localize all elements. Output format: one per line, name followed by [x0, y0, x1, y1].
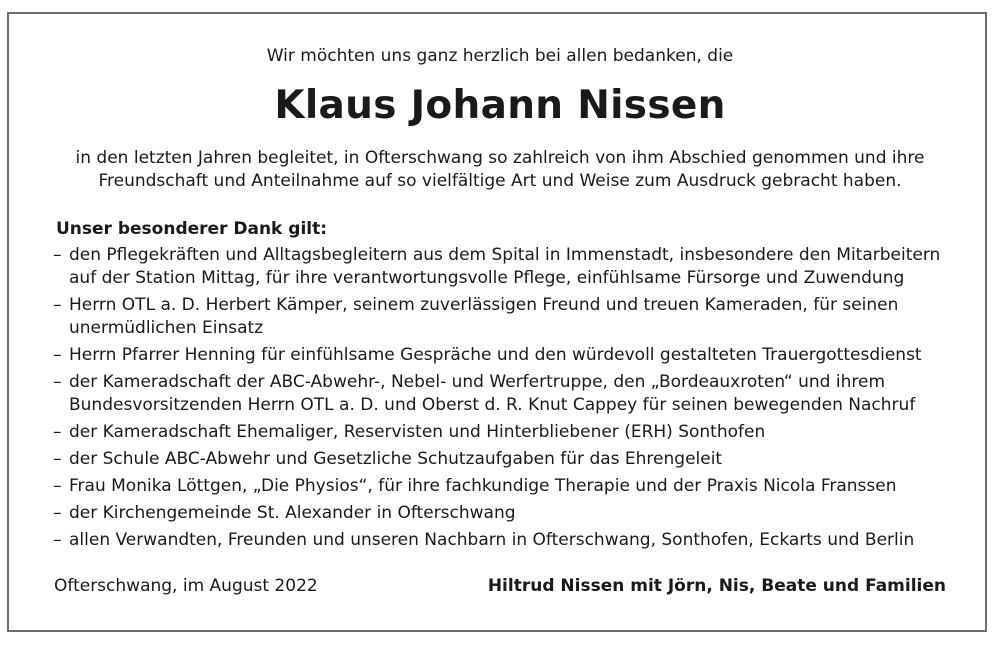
list-item-line: Herrn Pfarrer Henning für einfühlsame Gespräche und den würdevoll gestalteten Trauergottesdienst: [69, 345, 922, 365]
list-item-line: auf der Station Mittag, für ihre verantwortungsvolle Pflege, einfühlsame Fürsorge und Zuwendung: [69, 268, 905, 288]
list-item-line: der Kirchengemeinde St. Alexander in Ofterschwang: [69, 503, 516, 523]
signature: Hiltrud Nissen mit Jörn, Nis, Beate und Familien: [487, 576, 946, 596]
list-item: [51, 502, 971, 525]
dash-bullet: –: [53, 530, 62, 550]
place-and-date: Ofterschwang, im August 2022: [54, 576, 318, 596]
list-item: [51, 294, 971, 340]
list-item-line: unermüdlichen Einsatz: [69, 318, 264, 338]
list-item-line: Bundesvorsitzenden Herrn OTL a. D. und Oberst d. R. Knut Cappey für seinen bewegenden Nachruf: [69, 395, 916, 415]
list-item-line: Herrn OTL a. D. Herbert Kämper, seinem zuverlässigen Freund und treuen Kameraden, für seinen: [69, 295, 899, 315]
list-item-line: der Kameradschaft der ABC-Abwehr-, Nebel- und Werfertruppe, den „Bordeauxroten“ und ihrem: [69, 372, 885, 392]
thanks-heading: Unser besonderer Dank gilt:: [56, 219, 328, 239]
dash-bullet: –: [53, 476, 62, 496]
dash-bullet: –: [53, 295, 62, 315]
list-item-line: Frau Monika Löttgen, „Die Physios“, für ihre fachkundige Therapie und der Praxis Nicola Franssen: [69, 476, 897, 496]
deceased-name: Klaus Johann Nissen: [274, 83, 726, 128]
list-item-line: allen Verwandten, Freunden und unseren Nachbarn in Ofterschwang, Sonthofen, Eckarts und Berlin: [69, 530, 915, 550]
dash-bullet: –: [53, 422, 62, 442]
list-item: [51, 529, 971, 552]
thanks-paragraph: [0, 147, 1000, 193]
list-item: [51, 244, 971, 290]
list-item: [51, 371, 971, 417]
list-item-line: den Pflegekräften und Alltagsbegleitern aus dem Spital in Immenstadt, insbesondere den Mitarbeitern: [69, 245, 941, 265]
list-item: [51, 448, 971, 471]
intro-text: Wir möchten uns ganz herzlich bei allen bedanken, die: [266, 46, 734, 66]
thanks-list: [51, 244, 971, 556]
list-item-line: der Schule ABC-Abwehr und Gesetzliche Schutzaufgaben für das Ehrengeleit: [69, 449, 723, 469]
list-item: [51, 421, 971, 444]
list-item: [51, 475, 971, 498]
list-item: [51, 344, 971, 367]
list-item-line: der Kameradschaft Ehemaliger, Reservisten und Hinterbliebener (ERH) Sonthofen: [69, 422, 766, 442]
dash-bullet: –: [53, 503, 62, 523]
dash-bullet: –: [53, 372, 62, 392]
dash-bullet: –: [53, 345, 62, 365]
dash-bullet: –: [53, 449, 62, 469]
dash-bullet: –: [53, 245, 62, 265]
paragraph-line: Freundschaft und Anteilnahme auf so vielfältige Art und Weise zum Ausdruck gebracht haben.: [98, 171, 902, 191]
paragraph-line: in den letzten Jahren begleitet, in Ofterschwang so zahlreich von ihm Abschied genommen und ihre: [75, 148, 925, 168]
